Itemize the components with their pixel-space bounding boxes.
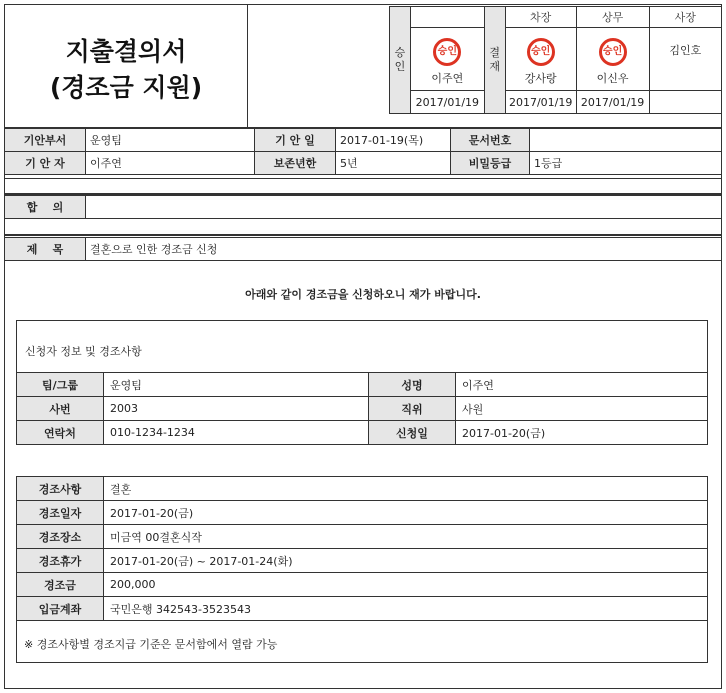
approval-table	[389, 6, 722, 114]
position-value: 사원	[456, 397, 708, 421]
table-row	[17, 373, 708, 397]
doc-no-value	[530, 129, 722, 152]
table-row	[17, 549, 708, 573]
security-value: 1등급	[530, 152, 722, 175]
table-row	[17, 573, 708, 597]
agreement-table	[4, 195, 722, 219]
department-value: 운영팀	[86, 129, 255, 152]
approver-name-1: 강사랑	[524, 72, 557, 85]
draft-date-value: 2017-01-19(목)	[336, 129, 451, 152]
event-note: ※ 경조사항별 경조지급 기준은 문서함에서 열람 가능	[24, 638, 278, 651]
event-place-label: 경조장소	[17, 525, 104, 549]
approval-stamp-icon: 승인	[599, 38, 627, 66]
apply-date-value: 2017-01-20(금)	[456, 421, 708, 445]
info-table	[4, 128, 722, 175]
event-type-label: 경조사항	[17, 477, 104, 501]
document-title	[4, 34, 248, 106]
title-line-1: 지출결의서	[65, 37, 187, 66]
approver-cell-1	[505, 28, 576, 91]
request-label: 승인	[390, 7, 411, 114]
requester-header	[410, 7, 484, 28]
draft-date-label: 기 안 일	[255, 129, 336, 152]
subject-value: 결혼으로 인한 경조금 신청	[86, 238, 722, 261]
team-label: 팀/그룹	[17, 373, 104, 397]
table-row	[17, 501, 708, 525]
name-value: 이주연	[456, 373, 708, 397]
subject-label: 제 목	[5, 238, 86, 261]
table-row	[17, 477, 708, 501]
approver-role-2: 상무	[576, 7, 649, 28]
table-row	[17, 525, 708, 549]
approval-stamp-icon: 승인	[433, 38, 461, 66]
approver-cell-3	[649, 28, 721, 91]
position-label: 직위	[369, 397, 456, 421]
contact-label: 연락처	[17, 421, 104, 445]
table-row	[17, 597, 708, 621]
agreement-label: 합 의	[5, 196, 86, 219]
approver-date-3	[649, 91, 721, 114]
requester-cell	[410, 28, 484, 91]
approver-role-3: 사장	[649, 7, 721, 28]
retention-value: 5년	[336, 152, 451, 175]
account-label: 입금계좌	[17, 597, 104, 621]
approver-name-2: 이신우	[596, 72, 629, 85]
title-box	[4, 4, 248, 128]
amount-value: 200,000	[104, 573, 708, 597]
retention-label: 보존년한	[255, 152, 336, 175]
approver-date-1: 2017/01/19	[505, 91, 576, 114]
doc-no-label: 문서번호	[451, 129, 530, 152]
security-label: 비밀등급	[451, 152, 530, 175]
event-date-label: 경조일자	[17, 501, 104, 525]
approver-role-1: 차장	[505, 7, 576, 28]
apply-date-label: 신청일	[369, 421, 456, 445]
intro-text: 아래와 같이 경조금을 신청하오니 재가 바랍니다.	[245, 288, 481, 301]
approval-stamp-icon: 승인	[527, 38, 555, 66]
event-place-value: 미금역 00결혼식작	[104, 525, 708, 549]
approve-label: 결재	[484, 7, 505, 114]
event-leave-label: 경조휴가	[17, 549, 104, 573]
drafter-label: 기 안 자	[5, 152, 86, 175]
department-label: 기안부서	[5, 129, 86, 152]
table-row	[17, 421, 708, 445]
drafter-value: 이주연	[86, 152, 255, 175]
event-type-value: 결혼	[104, 477, 708, 501]
divider-1	[4, 178, 722, 179]
applicant-section-title: 신청자 정보 및 경조사항	[25, 345, 142, 358]
event-date-value: 2017-01-20(금)	[104, 501, 708, 525]
subject-table	[4, 237, 722, 261]
event-leave-value: 2017-01-20(금) ~ 2017-01-24(화)	[104, 549, 708, 573]
approver-name-3: 김인호	[669, 44, 702, 57]
event-table	[16, 476, 708, 621]
agreement-value	[86, 196, 722, 219]
name-label: 성명	[369, 373, 456, 397]
divider-3	[4, 234, 722, 236]
emp-no-label: 사번	[17, 397, 104, 421]
account-value: 국민은행 342543-3523543	[104, 597, 708, 621]
team-value: 운영팀	[104, 373, 369, 397]
requester-name: 이주연	[431, 72, 464, 85]
contact-value: 010-1234-1234	[104, 421, 369, 445]
approver-date-2: 2017/01/19	[576, 91, 649, 114]
applicant-table	[16, 372, 708, 445]
requester-date: 2017/01/19	[410, 91, 484, 114]
approver-cell-2	[576, 28, 649, 91]
emp-no-value: 2003	[104, 397, 369, 421]
table-row	[17, 397, 708, 421]
title-line-2: (경조금 지원)	[49, 73, 203, 102]
amount-label: 경조금	[17, 573, 104, 597]
